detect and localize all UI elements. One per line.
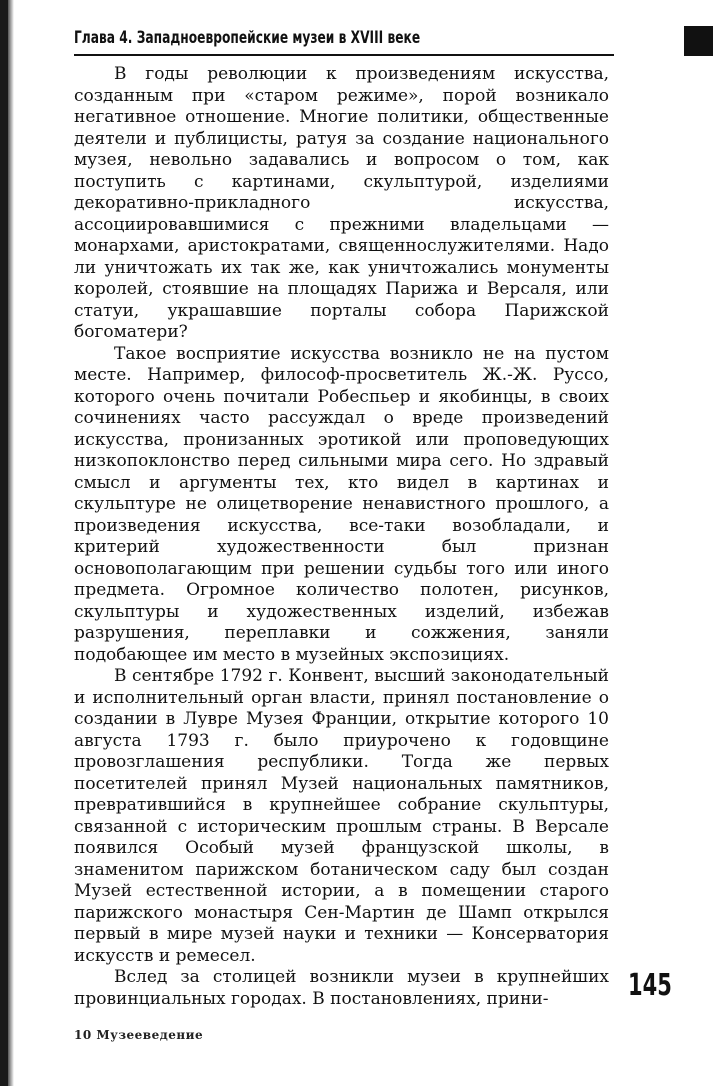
paragraph-2: Такое восприятие искусства возникло не на пустом месте. Например, философ-просветитель Ж.-Ж. Руссо, которого очень почитали Робеспьер и якобинцы, в своих сочинениях часто рассуждал о вреде произведений искусства, пронизанных эротикой или проповедующих низкопоклонство перед сильными мира сего. Но здравый смысл и аргументы тех, кто видел в картинах и скульптуре не олицетворение ненавистного прошлого, а произведения искусства, все-таки возобладали, и критерий художественности был признан основополагающим при решении судьбы того или иного предмета. Огромное количество полотен, рисунков, скульптуры и художественных изделий, избежав разрушения, переплавки и сожжения, заняли подобающее им место в музейных экспозициях. (74, 343, 609, 665)
paragraph-4: Вслед за столицей возникли музеи в крупнейших провинциальных городах. В постановлениях, прини- (74, 967, 609, 1009)
page-number: 145 (628, 968, 672, 1003)
body-text (74, 64, 609, 1010)
paragraph-1: В годы революции к произведениям искусства, созданным при «старом режиме», порой возникало негативное отношение. Многие политики, общественные деятели и публицисты, ратуя за создание национального музея, невольно задавались и вопросом о том, как поступить с картинами, скульптурой, изделиями декоративно-прикладного искусства, ассоциировавшимися с прежними владельцами — монархами, аристократами, священнослужителями. Надо ли уничтожать их так же, как уничтожались монументы королей, стоявшие на площадях Парижа и Версаля, или статуи, украшавшие порталы собора Парижской богоматери? (74, 64, 609, 342)
printer-signature: 10 Музееведение (74, 1028, 204, 1042)
header-thumb-block (684, 26, 713, 56)
paragraph-3: В сентябре 1792 г. Конвент, высший законодательный и исполнительный орган власти, принял постановление о создании в Лувре Музея Франции, открытие которого 10 августа 1793 г. было приурочено к годовщине провозглашения республики. Тогда же первых посетителей принял Музей национальных памятников, превратившийся в крупнейшее собрание скульптуры, связанной с историческим прошлым страны. В Версале появился Особый музей французской школы, в знаменитом парижском ботаническом саду был создан Музей естественной истории, а в помещении старого парижского монастыря Сен-Мартин де Шамп открылся первый в мире музей науки и техники — Консерватория искусств и ремесел. (74, 666, 609, 966)
header-rule (74, 54, 614, 56)
chapter-title: Глава 4. Западноевропейские музеи в XVIII веке (74, 28, 421, 48)
scan-edge-shadow (0, 0, 8, 1086)
running-header (74, 26, 658, 60)
